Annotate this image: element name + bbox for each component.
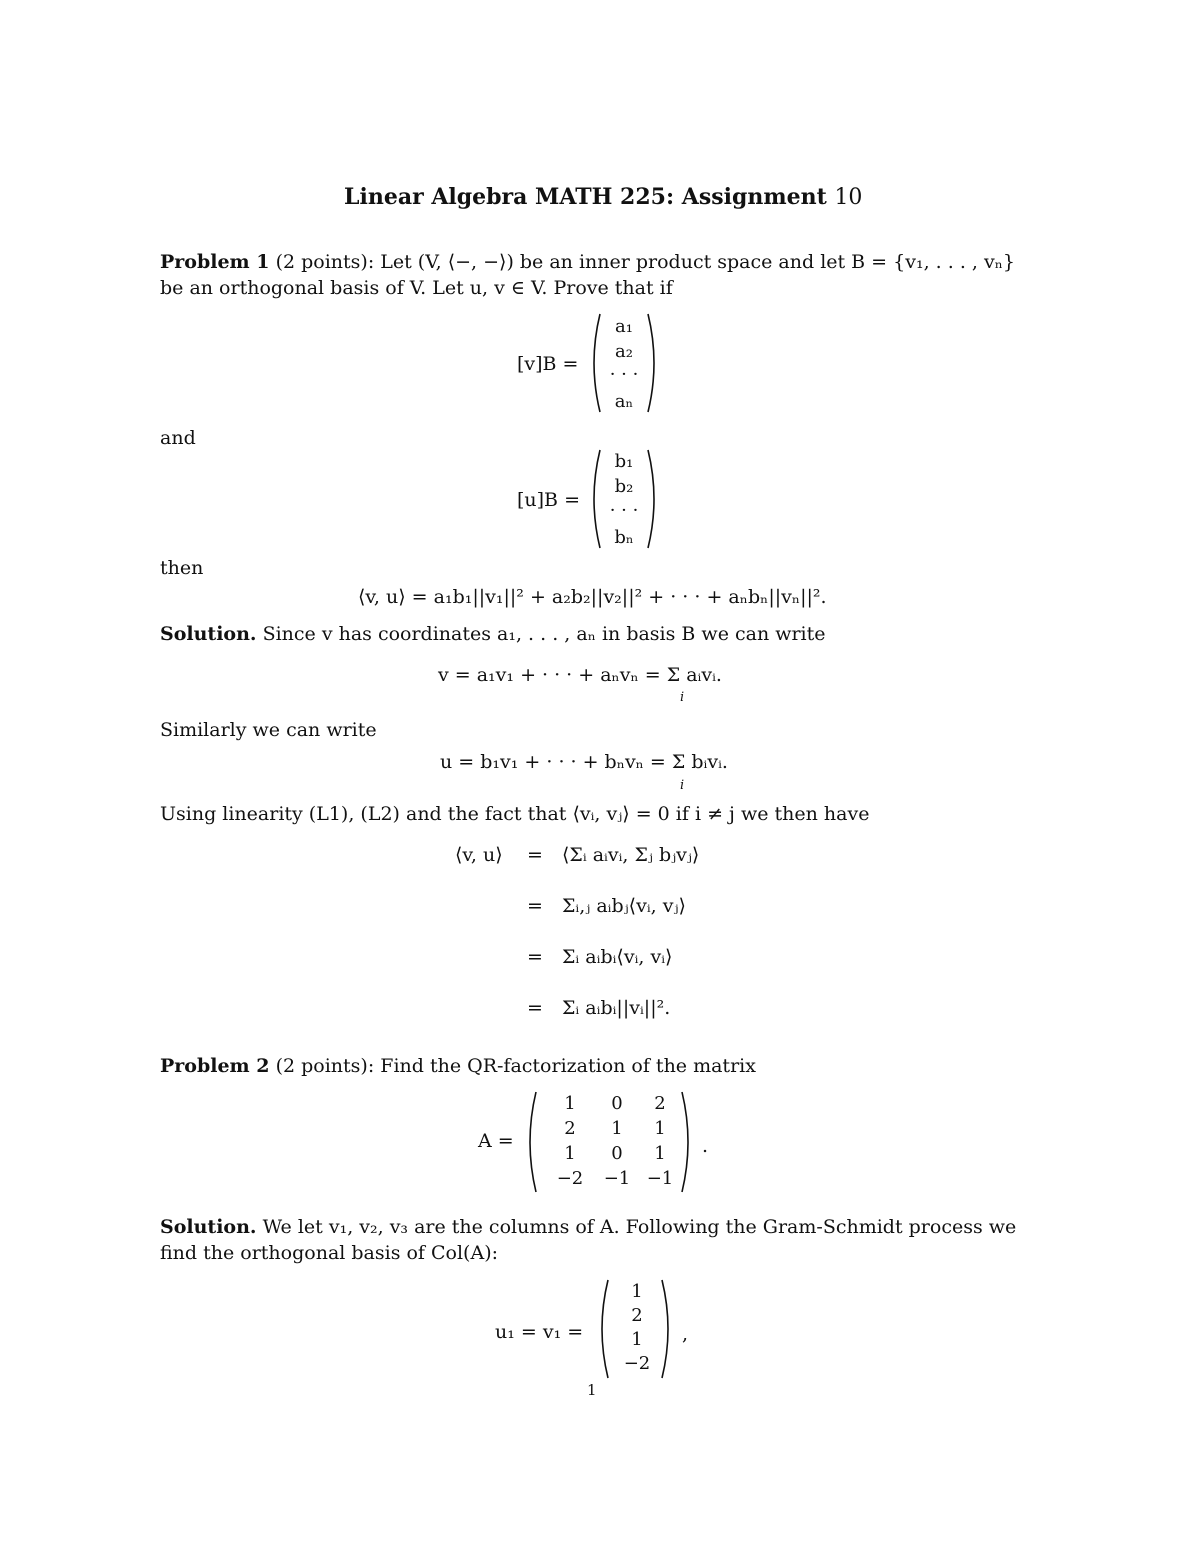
u1-entry: −2: [623, 1353, 651, 1374]
matrix-a-cell: −2: [556, 1168, 584, 1189]
identity-equation: ⟨v, u⟩ = a₁b₁||v₁||² + a₂b₂||v₂||² + · · · + aₙbₙ||vₙ||².: [358, 586, 827, 608]
matrix-a-cell: 2: [654, 1093, 666, 1114]
matrix-a-cell: 0: [611, 1093, 623, 1114]
chain-eq-1: =: [527, 844, 543, 866]
matrix-a-cell: 1: [564, 1093, 576, 1114]
uB-entry-3: · · ·: [609, 500, 639, 521]
matrix-a-cell: 1: [611, 1118, 623, 1139]
problem-2-line-1: [160, 1054, 756, 1078]
chain-rhs-3: Σᵢ aᵢbᵢ⟨vᵢ, vᵢ⟩: [562, 946, 673, 968]
solution-2-line-1: [160, 1215, 1016, 1239]
vB-entry-3: · · ·: [609, 364, 639, 385]
chain-eq-3: =: [527, 946, 543, 968]
problem-2-statement: Find the QR-factorization of the matrix: [380, 1055, 756, 1077]
v-expansion: v = a₁v₁ + · · · + aₙvₙ = Σ aᵢvᵢ.: [438, 664, 722, 686]
solution-1-text: Since v has coordinates a₁, . . . , aₙ in basis B we can write: [262, 623, 826, 645]
chain-rhs-4: Σᵢ aᵢbᵢ||vᵢ||².: [562, 997, 671, 1019]
matrix-a-cell: −1: [646, 1168, 674, 1189]
solution-2-label: Solution.: [160, 1216, 257, 1238]
u1-comma: ,: [682, 1323, 689, 1345]
solution-1-label: Solution.: [160, 623, 257, 645]
uB-lhs: [u]B =: [517, 489, 580, 511]
title-prefix: Linear Algebra MATH 225: Assignment: [344, 184, 827, 210]
vB-entry-4: aₙ: [614, 391, 634, 412]
vB-lhs: [v]B =: [517, 353, 579, 375]
matrix-a-cell: 2: [564, 1118, 576, 1139]
uB-entry-4: bₙ: [614, 527, 634, 548]
problem-1-line-1: [160, 250, 1015, 274]
sum-index-1: i: [680, 690, 685, 705]
chain-eq-2: =: [527, 895, 543, 917]
matrix-a-cell: 1: [654, 1143, 666, 1164]
u1-entry: 1: [631, 1329, 643, 1350]
problem-1-label: Problem 1: [160, 251, 270, 273]
matrix-a-cell: 1: [654, 1118, 666, 1139]
u1-entry: 1: [631, 1281, 643, 1302]
vB-entry-1: a₁: [615, 316, 633, 337]
matrix-a-cell: 0: [611, 1143, 623, 1164]
matrix-a-cell: 1: [564, 1143, 576, 1164]
solution-1-line-1: [160, 622, 826, 646]
u-expansion: u = b₁v₁ + · · · + bₙvₙ = Σ bᵢvᵢ.: [440, 751, 728, 773]
problem-1-points: (2 points):: [275, 251, 375, 273]
sum-index-2: i: [680, 778, 685, 793]
problem-1-line-2: be an orthogonal basis of V. Let u, v ∈ V. Prove that if: [160, 277, 673, 299]
solution-2-text: We let v₁, v₂, v₃ are the columns of A. Following the Gram-Schmidt process we: [262, 1216, 1017, 1238]
chain-eq-4: =: [527, 997, 543, 1019]
then-text: then: [160, 557, 204, 579]
problem-1-statement: Let (V, ⟨−, −⟩) be an inner product space and let B = {v₁, . . . , vₙ}: [380, 251, 1016, 273]
problem-2-label: Problem 2: [160, 1055, 270, 1077]
matrix-a-cell: −1: [603, 1168, 631, 1189]
chain-rhs-1: ⟨Σᵢ aᵢvᵢ, Σⱼ bⱼvⱼ⟩: [562, 844, 700, 866]
chain-rhs-2: Σᵢ,ⱼ aᵢbⱼ⟨vᵢ, vⱼ⟩: [562, 895, 686, 917]
and-text: and: [160, 427, 196, 449]
matrix-a-period: .: [702, 1135, 709, 1157]
uB-entry-2: b₂: [614, 476, 634, 497]
similarly-text: Similarly we can write: [160, 719, 377, 741]
uB-entry-1: b₁: [614, 451, 634, 472]
problem-2-points: (2 points):: [275, 1055, 375, 1077]
u1-entry: 2: [631, 1305, 643, 1326]
page-number: 1: [587, 1381, 597, 1399]
u1-lhs: u₁ = v₁ =: [495, 1321, 584, 1343]
linearity-text: Using linearity (L1), (L2) and the fact that ⟨vᵢ, vⱼ⟩ = 0 if i ≠ j we then have: [160, 803, 870, 825]
vB-entry-2: a₂: [615, 341, 633, 362]
solution-2-line-2: find the orthogonal basis of Col(A):: [160, 1242, 499, 1264]
page-title: [344, 184, 862, 210]
matrix-a-lhs: A =: [478, 1130, 514, 1152]
chain-lhs: ⟨v, u⟩: [455, 844, 503, 866]
title-number: 10: [834, 185, 863, 210]
